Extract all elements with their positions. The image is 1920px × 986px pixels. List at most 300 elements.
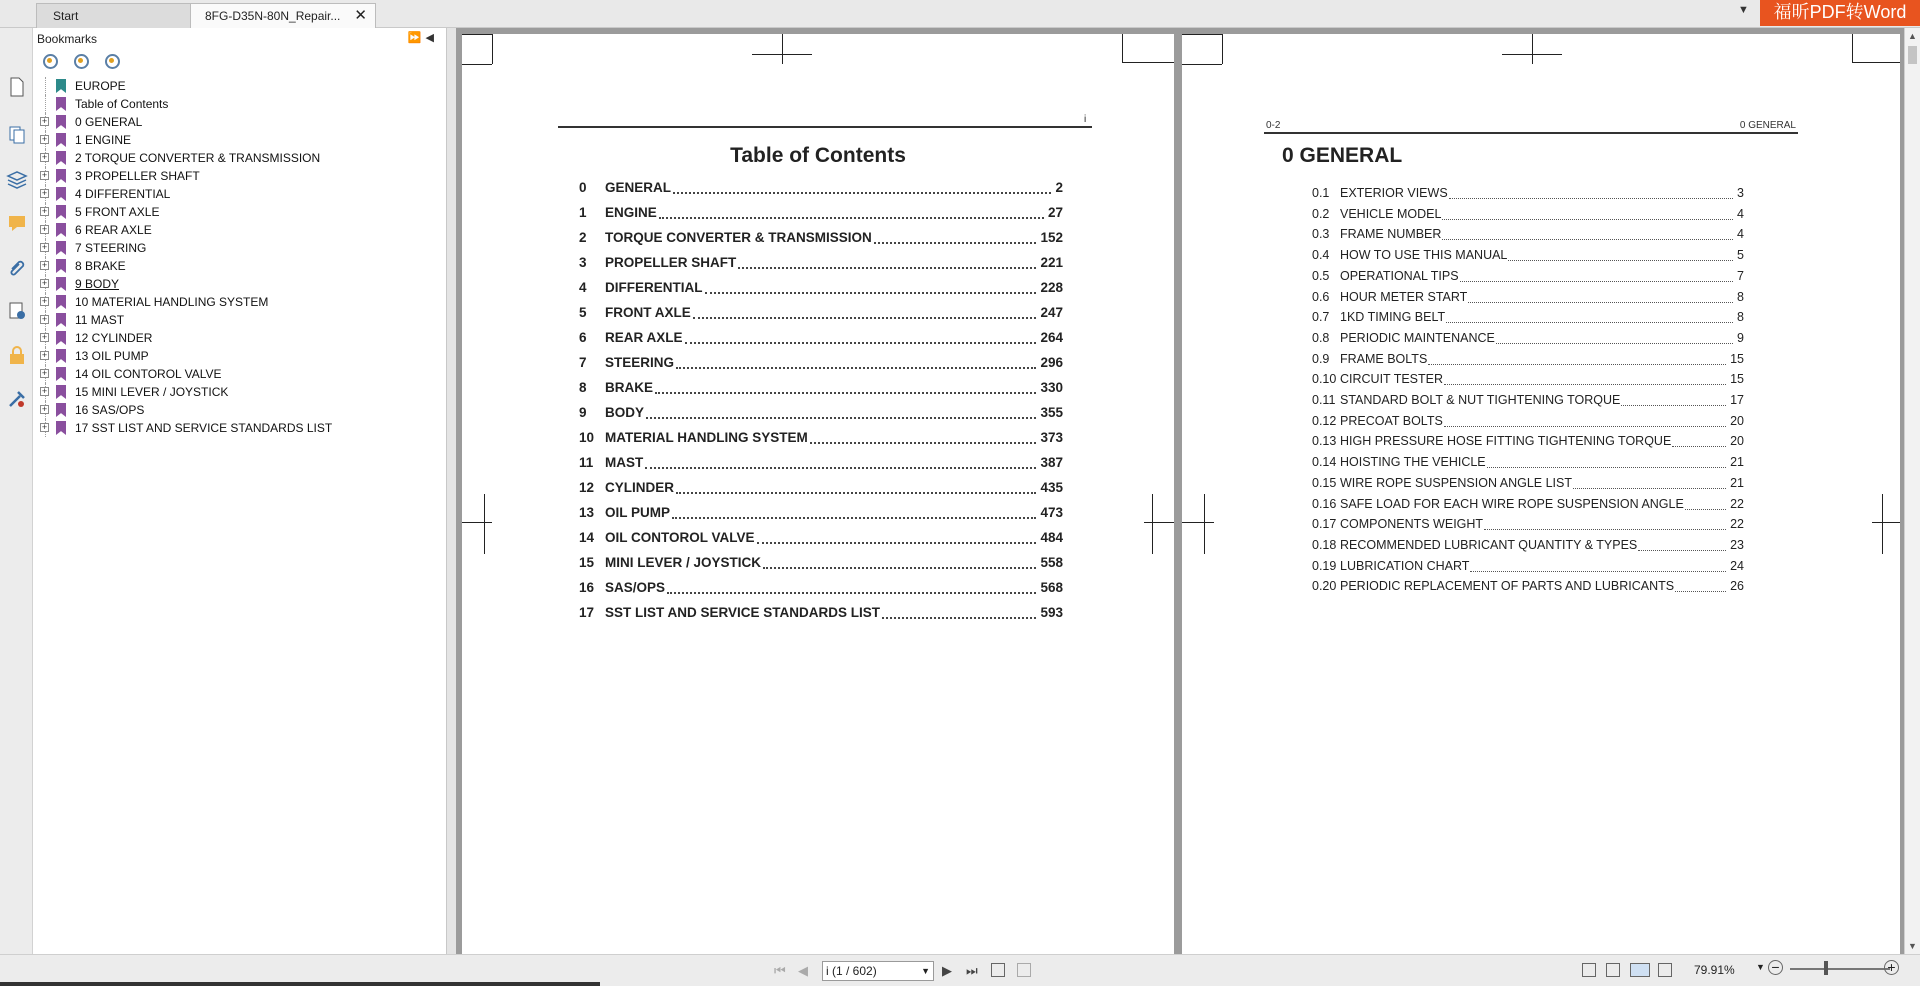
toc-page: 568 — [1040, 580, 1063, 595]
tree-line — [45, 95, 57, 113]
bookmark-label: 0 GENERAL — [75, 115, 143, 129]
panel-controls[interactable]: ⏩◀ — [407, 32, 438, 44]
toc-page: 330 — [1040, 380, 1063, 395]
section-leader — [1444, 372, 1726, 385]
single-page-icon[interactable] — [1582, 963, 1596, 977]
scroll-down-icon[interactable]: ▼ — [1908, 941, 1917, 951]
bookmark-label: 2 TORQUE CONVERTER & TRANSMISSION — [75, 151, 321, 165]
toc-page: 387 — [1040, 455, 1063, 470]
toc-title: CYLINDER — [605, 480, 675, 495]
toc-row[interactable] — [579, 405, 1063, 425]
expand-icon[interactable]: + — [41, 170, 48, 180]
section-title: 0 GENERAL — [1282, 144, 1403, 167]
toc-row[interactable] — [579, 230, 1063, 250]
next-view-icon[interactable] — [1017, 963, 1031, 977]
expand-icon[interactable]: + — [41, 332, 48, 342]
section-toc-row[interactable] — [1312, 186, 1744, 204]
toc-title: BRAKE — [605, 380, 654, 395]
section-entry-title: SAFE LOAD FOR EACH WIRE ROPE SUSPENSION ANGLE — [1340, 496, 1684, 511]
toc-number: 5 — [579, 305, 587, 320]
section-toc-row[interactable] — [1312, 207, 1744, 225]
section-toc-row[interactable] — [1312, 227, 1744, 245]
section-toc-row[interactable] — [1312, 414, 1744, 432]
section-leader — [1573, 476, 1726, 489]
bookmark-label: 14 OIL CONTOROL VALVE — [75, 367, 222, 381]
bookmark-label: 17 SST LIST AND SERVICE STANDARDS LIST — [75, 421, 333, 435]
section-toc-row[interactable] — [1312, 310, 1744, 328]
signature-icon[interactable] — [6, 300, 28, 322]
toc-number: 6 — [579, 330, 587, 345]
bookmark-icon — [56, 295, 66, 309]
find-bookmark-icon[interactable] — [105, 54, 120, 69]
section-toc-row[interactable] — [1312, 476, 1744, 494]
pdf-page-left — [462, 34, 1174, 954]
bookmark-label: 13 OIL PUMP — [75, 349, 149, 363]
bookmark-item[interactable] — [39, 383, 439, 401]
section-leader — [1442, 207, 1733, 220]
section-number: 0.11 — [1312, 393, 1336, 407]
section-toc-row[interactable] — [1312, 579, 1744, 597]
section-entry-title: FRAME BOLTS — [1340, 351, 1428, 366]
toc-page: 264 — [1040, 330, 1063, 345]
tab-label: 8FG-D35N-80N_Repair... — [205, 9, 341, 23]
facing-page-icon[interactable] — [1630, 963, 1650, 977]
toc-row[interactable] — [579, 455, 1063, 475]
toc-number: 15 — [579, 555, 595, 570]
toc-number: 7 — [579, 355, 587, 370]
bookmark-icon — [56, 349, 66, 363]
chevron-down-icon[interactable]: ▼ — [1738, 4, 1749, 16]
bookmark-icon — [56, 205, 66, 219]
section-toc-row[interactable] — [1312, 497, 1744, 515]
section-entry-title: HOISTING THE VEHICLE — [1340, 455, 1486, 470]
section-page: 7 — [1737, 268, 1744, 283]
section-number: 0.19 — [1312, 558, 1337, 573]
toc-number: 8 — [579, 380, 587, 395]
toc-number: 12 — [579, 480, 595, 495]
bookmark-item[interactable] — [39, 401, 439, 419]
section-page: 8 — [1737, 289, 1744, 304]
section-page: 17 — [1730, 393, 1744, 407]
section-page: 20 — [1730, 434, 1744, 449]
toc-title: TORQUE CONVERTER & TRANSMISSION — [605, 230, 872, 245]
bookmark-icon — [56, 151, 66, 165]
bookmark-label: 6 REAR AXLE — [75, 223, 152, 237]
section-leader — [1638, 538, 1726, 551]
toc-page: 484 — [1040, 530, 1063, 545]
toc-row[interactable] — [579, 380, 1063, 400]
bookmark-label: 12 CYLINDER — [75, 331, 153, 345]
section-number: 0.18 — [1312, 537, 1337, 552]
bookmark-item[interactable] — [39, 293, 439, 311]
section-number: 0.12 — [1312, 413, 1337, 428]
section-leader — [1675, 579, 1726, 592]
toc-leader — [705, 280, 1037, 294]
document-viewer — [456, 28, 1904, 954]
attachment-icon[interactable] — [6, 256, 28, 278]
bookmark-label: 1 ENGINE — [75, 133, 132, 147]
expand-icon[interactable]: + — [41, 386, 48, 396]
section-entry-title: CIRCUIT TESTER — [1340, 372, 1444, 387]
bookmark-item[interactable] — [39, 203, 439, 221]
section-page: 8 — [1737, 310, 1744, 325]
toc-row[interactable] — [579, 530, 1063, 550]
scroll-up-icon[interactable]: ▲ — [1908, 31, 1917, 41]
toc-title: PROPELLER SHAFT — [605, 255, 737, 270]
comments-icon[interactable] — [6, 212, 28, 234]
toc-row[interactable] — [579, 255, 1063, 275]
section-toc-row[interactable] — [1312, 372, 1744, 390]
bookmark-icon — [56, 331, 66, 345]
bookmark-icon — [56, 277, 66, 291]
toc-row[interactable] — [579, 480, 1063, 500]
section-page: 15 — [1730, 351, 1744, 366]
toc-number: 11 — [579, 455, 594, 470]
zoom-slider[interactable] — [1790, 968, 1890, 970]
toc-title: DIFFERENTIAL — [605, 280, 703, 295]
expand-icon[interactable]: + — [41, 116, 48, 126]
section-page: 21 — [1730, 455, 1744, 470]
bookmark-icon — [56, 187, 66, 201]
section-number: 0.2 — [1312, 206, 1330, 221]
bookmark-item[interactable] — [39, 113, 439, 131]
section-toc-row[interactable] — [1312, 559, 1744, 577]
expand-icon[interactable]: + — [41, 188, 48, 198]
section-page: 23 — [1730, 537, 1744, 552]
bookmark-item[interactable] — [39, 167, 439, 185]
bookmark-item[interactable] — [39, 149, 439, 167]
zoom-level[interactable]: 79.91% — [1694, 963, 1735, 977]
tab-start[interactable] — [36, 3, 192, 28]
expand-icon[interactable]: + — [41, 368, 48, 378]
toc-row[interactable] — [579, 505, 1063, 525]
toc-title: OIL PUMP — [605, 505, 671, 520]
bookmark-icon — [56, 241, 66, 255]
section-leader — [1621, 393, 1726, 406]
toc-row[interactable] — [579, 205, 1063, 225]
toc-number: 0 — [579, 180, 587, 195]
bookmark-icon — [56, 313, 66, 327]
promo-banner[interactable]: 福昕PDF转Word — [1760, 0, 1920, 26]
section-toc-row[interactable] — [1312, 393, 1744, 411]
toc-page: 473 — [1040, 505, 1063, 520]
previous-view-icon[interactable] — [991, 963, 1005, 977]
toc-leader — [693, 305, 1037, 319]
toc-row[interactable] — [579, 605, 1063, 625]
page-number-input[interactable] — [822, 961, 934, 981]
toc-title: FRONT AXLE — [605, 305, 691, 320]
bookmark-label: 16 SAS/OPS — [75, 403, 145, 417]
section-entry-title: WIRE ROPE SUSPENSION ANGLE LIST — [1340, 475, 1573, 490]
panel-title: Bookmarks — [37, 32, 98, 46]
bookmark-item[interactable] — [39, 311, 439, 329]
toc-number: 10 — [579, 430, 595, 445]
bookmarks-panel — [33, 28, 447, 954]
toc-title: BODY — [605, 405, 645, 420]
toc-page: 27 — [1047, 205, 1063, 220]
toc-leader — [874, 230, 1037, 244]
page-header-right: 0 GENERAL — [1739, 120, 1796, 131]
toc-title: STEERING — [605, 355, 675, 370]
page-header-left: 0-2 — [1266, 120, 1281, 131]
bookmark-icon — [56, 259, 66, 273]
tools-icon[interactable] — [6, 388, 28, 410]
sidebar-icon-strip — [0, 28, 33, 954]
last-page-icon[interactable]: ⏭ — [966, 963, 978, 978]
toc-page: 558 — [1040, 555, 1063, 570]
section-entry-title: VEHICLE MODEL — [1340, 206, 1442, 221]
toc-page: 228 — [1040, 280, 1063, 295]
toc-leader — [738, 255, 1036, 269]
section-leader — [1685, 497, 1726, 510]
expand-icon[interactable]: + — [41, 314, 48, 324]
close-icon[interactable]: ✕ — [354, 7, 367, 24]
toc-number: 16 — [579, 580, 595, 595]
bookmark-item[interactable] — [39, 347, 439, 365]
taskbar-edge — [0, 982, 600, 986]
bookmark-icon — [56, 97, 66, 111]
chevron-down-icon[interactable]: ▼ — [921, 966, 930, 976]
bookmark-item[interactable] — [39, 419, 439, 437]
collapse-bookmark-icon[interactable] — [74, 54, 89, 69]
toc-page: 593 — [1040, 605, 1063, 620]
toc-page: 247 — [1040, 305, 1063, 320]
section-toc-row[interactable] — [1312, 538, 1744, 556]
page-title: Table of Contents — [730, 144, 906, 167]
bookmark-icon — [56, 133, 66, 147]
toc-page: 152 — [1040, 230, 1063, 245]
section-number: 0.14 — [1312, 455, 1337, 470]
toc-title: MAST — [605, 455, 644, 470]
expand-bookmark-icon[interactable] — [43, 54, 58, 69]
panel-splitter[interactable] — [447, 28, 456, 954]
page-number-value: i (1 / 602) — [826, 964, 877, 978]
toc-row[interactable] — [579, 430, 1063, 450]
continuous-facing-icon[interactable] — [1658, 963, 1672, 977]
toc-title: ENGINE — [605, 205, 657, 220]
section-entry-title: STANDARD BOLT & NUT TIGHTENING TORQUE — [1340, 393, 1621, 407]
section-leader — [1484, 517, 1726, 530]
toc-page: 2 — [1055, 180, 1063, 195]
toc-title: OIL CONTOROL VALVE — [605, 530, 755, 545]
bookmark-icon — [56, 223, 66, 237]
expand-icon[interactable]: + — [41, 350, 48, 360]
zoom-out-icon[interactable]: − — [1768, 960, 1783, 975]
bookmark-label: 4 DIFFERENTIAL — [75, 187, 171, 201]
prev-page-icon[interactable]: ◀ — [798, 963, 808, 978]
toc-title: REAR AXLE — [605, 330, 683, 345]
bookmark-item[interactable] — [39, 329, 439, 347]
toc-title: MINI LEVER / JOYSTICK — [605, 555, 762, 570]
section-number: 0.16 — [1312, 496, 1337, 511]
toc-leader — [659, 205, 1044, 219]
bookmark-item[interactable] — [39, 221, 439, 239]
section-leader — [1672, 434, 1726, 447]
section-toc-row[interactable] — [1312, 455, 1744, 473]
section-leader — [1442, 227, 1733, 240]
expand-icon[interactable]: + — [41, 260, 48, 270]
section-page: 22 — [1730, 496, 1744, 511]
section-entry-title: HOUR METER START — [1340, 289, 1468, 304]
section-toc-row[interactable] — [1312, 269, 1744, 287]
bookmark-toolbar — [43, 54, 136, 72]
bookmark-icon — [56, 367, 66, 381]
section-number: 0.8 — [1312, 330, 1330, 345]
bookmark-item[interactable] — [39, 185, 439, 203]
toc-leader — [655, 380, 1036, 394]
section-leader — [1428, 352, 1726, 365]
toc-title: MATERIAL HANDLING SYSTEM — [605, 430, 808, 445]
section-number: 0.3 — [1312, 227, 1330, 242]
bookmark-label: 10 MATERIAL HANDLING SYSTEM — [75, 295, 269, 309]
section-leader — [1508, 248, 1733, 261]
section-page: 15 — [1730, 372, 1744, 387]
toc-page: 435 — [1040, 480, 1063, 495]
scrollbar-thumb[interactable] — [1908, 46, 1917, 64]
expand-icon[interactable]: + — [41, 278, 48, 288]
expand-icon[interactable]: + — [41, 152, 48, 162]
bookmark-item[interactable] — [39, 365, 439, 383]
section-entry-title: LUBRICATION CHART — [1340, 558, 1470, 573]
toc-number: 3 — [579, 255, 587, 270]
section-entry-title: COMPONENTS WEIGHT — [1340, 517, 1484, 532]
tab-document[interactable] — [190, 3, 376, 28]
bookmark-item[interactable] — [39, 257, 439, 275]
tab-label: Start — [53, 9, 79, 23]
bookmark-label: Table of Contents — [75, 97, 169, 111]
expand-icon[interactable]: + — [41, 224, 48, 234]
bookmark-item[interactable] — [39, 95, 439, 113]
section-leader — [1468, 290, 1733, 303]
section-leader — [1487, 455, 1726, 468]
thumbnails-icon[interactable] — [6, 124, 28, 146]
bookmark-label: 11 MAST — [75, 313, 125, 327]
bookmark-item[interactable] — [39, 131, 439, 149]
toc-title: SAS/OPS — [605, 580, 666, 595]
bookmark-icon — [56, 169, 66, 183]
section-toc-row[interactable] — [1312, 248, 1744, 266]
section-page: 4 — [1737, 206, 1744, 221]
section-entry-title: HIGH PRESSURE HOSE FITTING TIGHTENING TORQUE — [1340, 434, 1672, 449]
bookmark-icon — [56, 115, 66, 129]
toc-number: 4 — [579, 280, 587, 295]
first-page-icon[interactable]: ⏮ — [774, 963, 786, 978]
bookmark-label: 8 BRAKE — [75, 259, 126, 273]
section-leader — [1460, 269, 1733, 282]
next-page-icon[interactable]: ▶ — [942, 963, 952, 978]
layers-icon[interactable] — [6, 168, 28, 190]
toc-row[interactable] — [579, 180, 1063, 200]
section-page: 4 — [1737, 227, 1744, 242]
toc-page: 296 — [1040, 355, 1063, 370]
section-page: 24 — [1730, 558, 1744, 573]
section-page: 5 — [1737, 248, 1744, 263]
bookmark-item[interactable] — [39, 77, 439, 95]
section-page: 22 — [1730, 517, 1744, 532]
toc-page: 221 — [1040, 255, 1063, 270]
toc-leader — [882, 605, 1036, 619]
bookmark-label: 9 BODY — [75, 277, 120, 291]
toc-leader — [673, 180, 1051, 194]
section-toc-row[interactable] — [1312, 352, 1744, 370]
section-number: 0.17 — [1312, 517, 1337, 532]
section-number: 0.1 — [1312, 186, 1330, 200]
section-leader — [1446, 310, 1733, 323]
toc-number: 1 — [579, 205, 587, 220]
bookmark-icon — [56, 403, 66, 417]
zoom-slider-handle[interactable] — [1824, 961, 1828, 975]
section-toc-row[interactable] — [1312, 290, 1744, 308]
bookmark-tree — [39, 77, 439, 437]
toc-number: 9 — [579, 405, 587, 420]
section-page: 21 — [1730, 475, 1744, 490]
section-toc-row[interactable] — [1312, 517, 1744, 535]
vertical-scrollbar[interactable] — [1904, 28, 1920, 954]
section-entry-title: HOW TO USE THIS MANUAL — [1340, 248, 1508, 263]
toc-leader — [685, 330, 1037, 344]
toc-row[interactable] — [579, 280, 1063, 300]
section-leader — [1496, 331, 1733, 344]
expand-icon[interactable]: + — [41, 422, 48, 432]
section-page: 26 — [1730, 579, 1744, 594]
toc-row[interactable] — [579, 355, 1063, 375]
section-number: 0.10 — [1312, 372, 1337, 387]
toc-leader — [810, 430, 1037, 444]
toc-page: 373 — [1040, 430, 1063, 445]
section-number: 0.9 — [1312, 351, 1330, 366]
pdf-page-right — [1182, 34, 1900, 954]
expand-icon[interactable]: + — [41, 242, 48, 252]
expand-icon[interactable]: + — [41, 404, 48, 414]
section-entry-title: PERIODIC MAINTENANCE — [1340, 330, 1495, 345]
expand-icon[interactable]: + — [41, 296, 48, 306]
bookmark-icon — [56, 79, 66, 93]
chevron-down-icon[interactable]: ▼ — [1756, 962, 1765, 972]
section-entry-title: FRAME NUMBER — [1340, 227, 1442, 242]
section-entry-title: EXTERIOR VIEWS — [1340, 186, 1448, 200]
bookmark-item[interactable] — [39, 275, 439, 293]
expand-icon[interactable]: + — [41, 206, 48, 216]
toc-row[interactable] — [579, 305, 1063, 325]
page-icon[interactable] — [6, 76, 28, 98]
toc-row[interactable] — [579, 555, 1063, 575]
bookmark-label: 7 STEERING — [75, 241, 147, 255]
section-number: 0.5 — [1312, 268, 1330, 283]
bookmark-label: 15 MINI LEVER / JOYSTICK — [75, 385, 229, 399]
bookmark-item[interactable] — [39, 239, 439, 257]
expand-icon[interactable]: + — [41, 134, 48, 144]
section-toc-row[interactable] — [1312, 331, 1744, 349]
tab-bar — [0, 0, 1920, 28]
bookmark-label: 5 FRONT AXLE — [75, 205, 160, 219]
section-toc-row[interactable] — [1312, 434, 1744, 452]
bookmark-label: EUROPE — [75, 79, 126, 93]
page-header-number: i — [1084, 114, 1087, 125]
toc-row[interactable] — [579, 580, 1063, 600]
continuous-page-icon[interactable] — [1606, 963, 1620, 977]
section-number: 0.7 — [1312, 310, 1330, 325]
tree-line — [45, 77, 57, 95]
section-number: 0.4 — [1312, 248, 1330, 263]
lock-icon[interactable] — [6, 344, 28, 366]
bookmark-label: 3 PROPELLER SHAFT — [75, 169, 200, 183]
toc-number: 14 — [579, 530, 595, 545]
toc-row[interactable] — [579, 330, 1063, 350]
section-number: 0.6 — [1312, 289, 1330, 304]
toc-title: SST LIST AND SERVICE STANDARDS LIST — [605, 605, 881, 620]
zoom-in-icon[interactable]: + — [1884, 960, 1899, 975]
toc-leader — [763, 555, 1036, 569]
